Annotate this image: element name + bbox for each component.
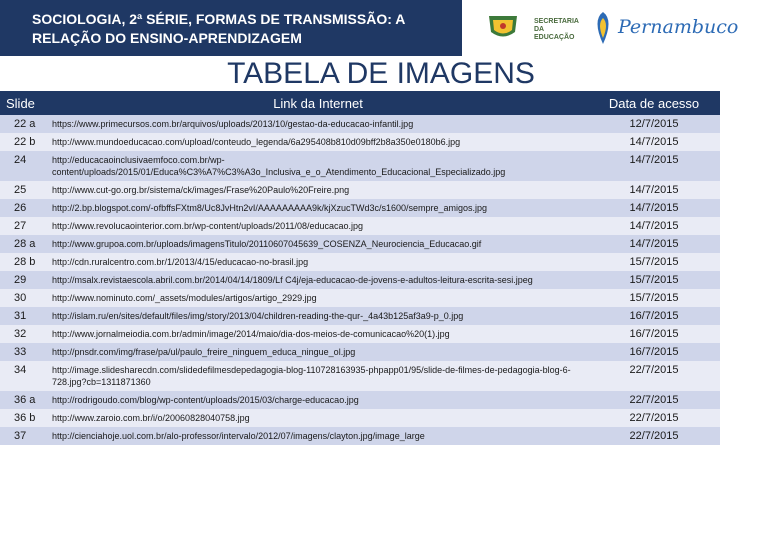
date-cell: 16/7/2015 <box>588 307 720 325</box>
link-cell[interactable]: http://cienciahoje.uol.com.br/alo-professor/intervalo/2012/07/imagens/clayton.jpg/image_large <box>48 427 588 445</box>
date-cell: 14/7/2015 <box>588 133 720 151</box>
table-row <box>0 361 720 391</box>
slide-cell: 25 <box>0 181 48 199</box>
slide-cell: 36 a <box>0 391 48 409</box>
table-row <box>0 235 720 253</box>
table-row <box>0 253 720 271</box>
page-title: TABELA DE IMAGENS <box>227 57 535 90</box>
link-cell[interactable]: http://www.zaroio.com.br/i/o/20060828040758.jpg <box>48 409 588 427</box>
slide-cell: 22 b <box>0 133 48 151</box>
table-row <box>0 271 720 289</box>
table-row <box>0 391 720 409</box>
date-cell: 15/7/2015 <box>588 253 720 271</box>
slide-cell: 28 a <box>0 235 48 253</box>
table-row <box>0 427 720 445</box>
link-cell[interactable]: http://msalx.revistaescola.abril.com.br/2014/04/14/1809/Lf C4j/eja-educacao-de-jovens-e-adultos-leitura-escrita-sesi.jpeg <box>48 271 588 289</box>
header-slide: Slide <box>0 91 48 115</box>
date-cell: 14/7/2015 <box>588 217 720 235</box>
slide-cell: 36 b <box>0 409 48 427</box>
date-cell: 22/7/2015 <box>588 391 720 409</box>
date-cell: 22/7/2015 <box>588 361 720 391</box>
table-row <box>0 133 720 151</box>
slide-cell: 27 <box>0 217 48 235</box>
link-cell[interactable]: http://rodrigoudo.com/blog/wp-content/uploads/2015/03/charge-educacao.jpg <box>48 391 588 409</box>
date-cell: 15/7/2015 <box>588 271 720 289</box>
pernambuco-logo <box>590 8 739 48</box>
date-cell: 16/7/2015 <box>588 325 720 343</box>
table-row <box>0 325 720 343</box>
slide-cell: 34 <box>0 361 48 391</box>
date-cell: 22/7/2015 <box>588 409 720 427</box>
slide-cell: 22 a <box>0 115 48 133</box>
link-cell[interactable]: https://www.primecursos.com.br/arquivos/uploads/2013/10/gestao-da-educacao-infantil.jpg <box>48 115 588 133</box>
presentation-title: SOCIOLOGIA, 2ª SÉRIE, FORMAS DE TRANSMISSÃO: A RELAÇÃO DO ENSINO-APRENDIZAGEM <box>32 11 405 46</box>
slide-cell: 37 <box>0 427 48 445</box>
table-row <box>0 217 720 235</box>
slide-cell: 33 <box>0 343 48 361</box>
pernambuco-wordmark: Pernambuco <box>618 16 739 38</box>
title-bar <box>0 0 462 56</box>
table-header-row <box>0 91 720 115</box>
date-cell: 14/7/2015 <box>588 181 720 199</box>
slide-cell: 32 <box>0 325 48 343</box>
slide-cell: 29 <box>0 271 48 289</box>
date-cell: 16/7/2015 <box>588 343 720 361</box>
secretaria-label: SECRETARIA DA EDUCAÇÃO <box>534 18 579 41</box>
link-cell[interactable]: http://www.mundoeducacao.com/upload/conteudo_legenda/6a295408b810d09bff2b8a350e0180b6.jpg <box>48 133 588 151</box>
table-row <box>0 115 720 133</box>
table-row <box>0 409 720 427</box>
state-seal-icon <box>486 12 520 42</box>
table-row <box>0 343 720 361</box>
header-banner <box>0 0 739 56</box>
link-cell[interactable]: http://www.grupoa.com.br/uploads/imagensTitulo/20110607045639_COSENZA_Neurociencia_Educacao.gif <box>48 235 588 253</box>
table-row <box>0 199 720 217</box>
link-cell[interactable]: http://www.cut-go.org.br/sistema/ck/images/Frase%20Paulo%20Freire.png <box>48 181 588 199</box>
link-cell[interactable]: http://image.slidesharecdn.com/slidedefilmesdepedagogia-blog-110728163935-phpapp01/95/slide-de-filmes-de-pedagogia-blog-6-728.jpg?cb=1311871360 <box>48 361 588 391</box>
link-cell[interactable]: http://www.jornalmeiodia.com.br/admin/image/2014/maio/dia-dos-meios-de-comunicacao%20(1).jpg <box>48 325 588 343</box>
date-cell: 22/7/2015 <box>588 427 720 445</box>
slide-cell: 24 <box>0 151 48 181</box>
table-row <box>0 289 720 307</box>
slide-cell: 30 <box>0 289 48 307</box>
link-cell[interactable]: http://educacaoinclusivaemfoco.com.br/wp-content/uploads/2015/01/Educa%C3%A7%C3%A3o_Inclusiva_e_o_Atendimento_Educacional_Especializado.jpg <box>48 151 588 181</box>
date-cell: 14/7/2015 <box>588 199 720 217</box>
table-row <box>0 151 720 181</box>
date-cell: 15/7/2015 <box>588 289 720 307</box>
link-cell[interactable]: http://pnsdr.com/img/frase/pa/ul/paulo_freire_ninguem_educa_ningue_ol.jpg <box>48 343 588 361</box>
slide-cell: 28 b <box>0 253 48 271</box>
table-row <box>0 307 720 325</box>
link-cell[interactable]: http://www.revolucaointerior.com.br/wp-content/uploads/2011/08/educacao.jpg <box>48 217 588 235</box>
header-date: Data de acesso <box>588 91 720 115</box>
date-cell: 14/7/2015 <box>588 151 720 181</box>
date-cell: 12/7/2015 <box>588 115 720 133</box>
date-cell: 14/7/2015 <box>588 235 720 253</box>
slide-cell: 31 <box>0 307 48 325</box>
link-cell[interactable]: http://islam.ru/en/sites/default/files/img/story/2013/04/children-reading-the-qur-_4a43b125af3a9-p_0.jpg <box>48 307 588 325</box>
table-row <box>0 181 720 199</box>
pernambuco-emblem-icon <box>590 10 616 46</box>
header-link: Link da Internet <box>48 91 588 115</box>
slide-cell: 26 <box>0 199 48 217</box>
link-cell[interactable]: http://cdn.ruralcentro.com.br/1/2013/4/15/educacao-no-brasil.jpg <box>48 253 588 271</box>
images-table <box>0 91 720 445</box>
link-cell[interactable]: http://www.nominuto.com/_assets/modules/artigos/artigo_2929.jpg <box>48 289 588 307</box>
link-cell[interactable]: http://2.bp.blogspot.com/-ofbffsFXtm8/Uc8JvHtn2vI/AAAAAAAAA9k/kjXzucTWd3c/s1600/sempre_amigos.jpg <box>48 199 588 217</box>
